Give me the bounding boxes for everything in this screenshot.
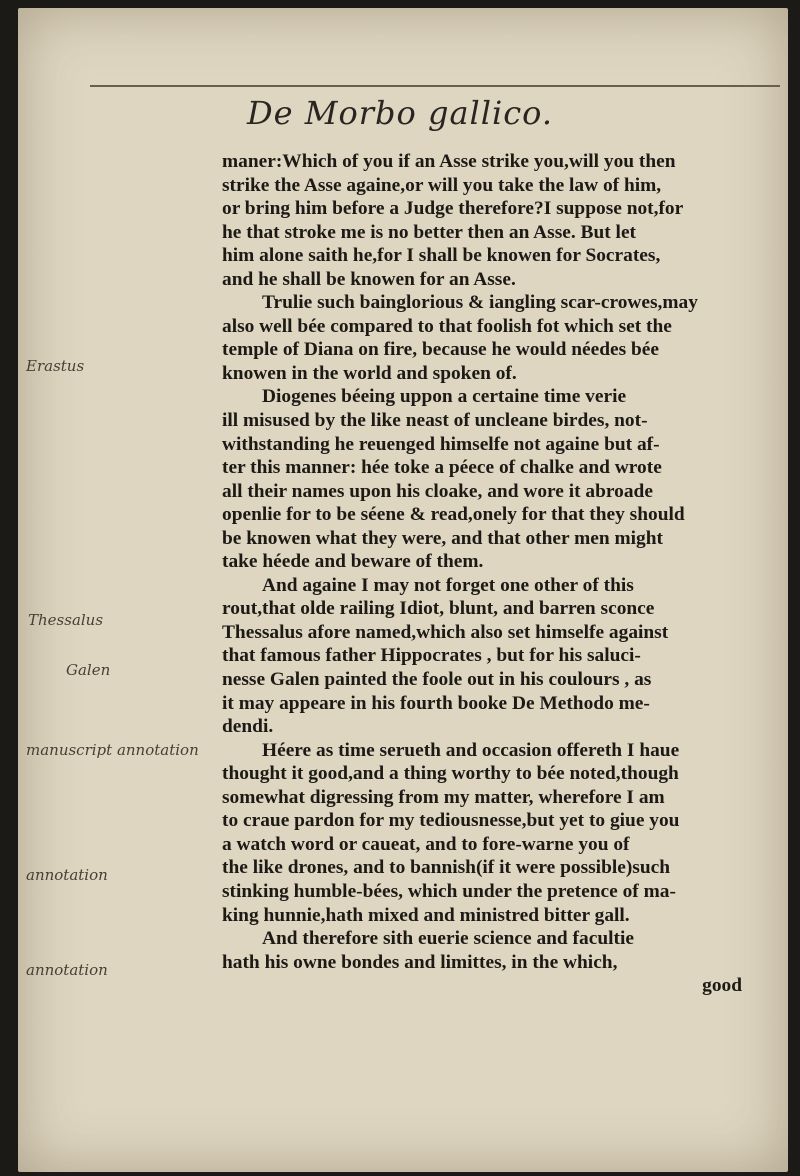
text-line: him alone saith he,for I shall be knowen for Socrates, <box>222 245 661 267</box>
text-line: a watch word or caueat, and to fore-warne you of <box>222 833 630 855</box>
text-line: strike the Asse againe,or will you take the law of him, <box>222 174 662 196</box>
text-line: stinking humble-bées, which under the pretence of ma- <box>222 880 676 902</box>
text-line: temple of Diana on fire, because he would néedes bée <box>222 339 659 361</box>
text-line: openlie for to be séene & read,onely for that they should <box>222 504 685 526</box>
margin-note-annotation: manuscript annotation <box>26 741 199 759</box>
text-line: dendi. <box>222 716 274 738</box>
margin-note-erastus: Erastus <box>26 357 85 375</box>
catchword: good <box>702 975 742 997</box>
text-line: ter this manner: hée toke a péece of chalke and wrote <box>222 457 662 479</box>
margin-note-annotation: annotation <box>26 866 108 884</box>
text-line: king hunnie,hath mixed and ministred bitter gall. <box>222 904 630 926</box>
text-line: also well bée compared to that foolish fot which set the <box>222 315 672 337</box>
text-line: Diogenes béeing uppon a certaine time verie <box>262 386 627 408</box>
margin-note-annotation: annotation <box>26 961 108 979</box>
text-line: take héede and beware of them. <box>222 551 484 573</box>
text-line: to craue pardon for my tediousnesse,but yet to giue you <box>222 810 680 832</box>
text-line: thought it good,and a thing worthy to bée noted,though <box>222 763 679 785</box>
running-head: De Morbo gallico. <box>246 94 554 132</box>
text-line: Héere as time serueth and occasion offereth I haue <box>262 739 680 761</box>
text-line: all their names upon his cloake, and wore it abroade <box>222 480 653 502</box>
text-line: it may appeare in his fourth booke De Methodo me- <box>222 692 650 714</box>
text-line: that famous father Hippocrates , but for his saluci- <box>222 645 641 667</box>
text-line: he that stroke me is no better then an Asse. But let <box>222 221 637 243</box>
text-line: rout,that olde railing Idiot, blunt, and barren sconce <box>222 598 655 620</box>
text-line: Thessalus afore named,which also set himselfe against <box>222 621 669 643</box>
text-line: and he shall be knowen for an Asse. <box>222 268 516 290</box>
text-line: maner:Which of you if an Asse strike you,will you then <box>222 151 676 172</box>
margin-note-thessalus: Thessalus <box>28 611 104 629</box>
margin-note-galen: Galen <box>66 661 111 679</box>
text-line: knowen in the world and spoken of. <box>222 362 517 384</box>
text-line: ill misused by the like neast of uncleane birdes, not- <box>222 410 648 432</box>
text-line: And againe I may not forget one other of this <box>262 574 634 596</box>
body-text <box>222 150 752 998</box>
text-line: And therefore sith euerie science and facultie <box>262 928 634 950</box>
text-line: the like drones, and to bannish(if it were possible)such <box>222 857 671 879</box>
text-line: or bring him before a Judge therefore?I suppose not,for <box>222 198 684 220</box>
text-line: Trulie such bainglorious & iangling scar-crowes,may <box>262 292 698 314</box>
text-line: somewhat digressing from my matter, wherefore I am <box>222 786 665 808</box>
text-line: hath his owne bondes and limittes, in the which, <box>222 951 618 973</box>
text-line: nesse Galen painted the foole out in his coulours , as <box>222 669 652 691</box>
header-rule <box>90 85 780 87</box>
text-line: withstanding he reuenged himselfe not againe but af- <box>222 433 660 455</box>
text-line: be knowen what they were, and that other men might <box>222 527 663 549</box>
